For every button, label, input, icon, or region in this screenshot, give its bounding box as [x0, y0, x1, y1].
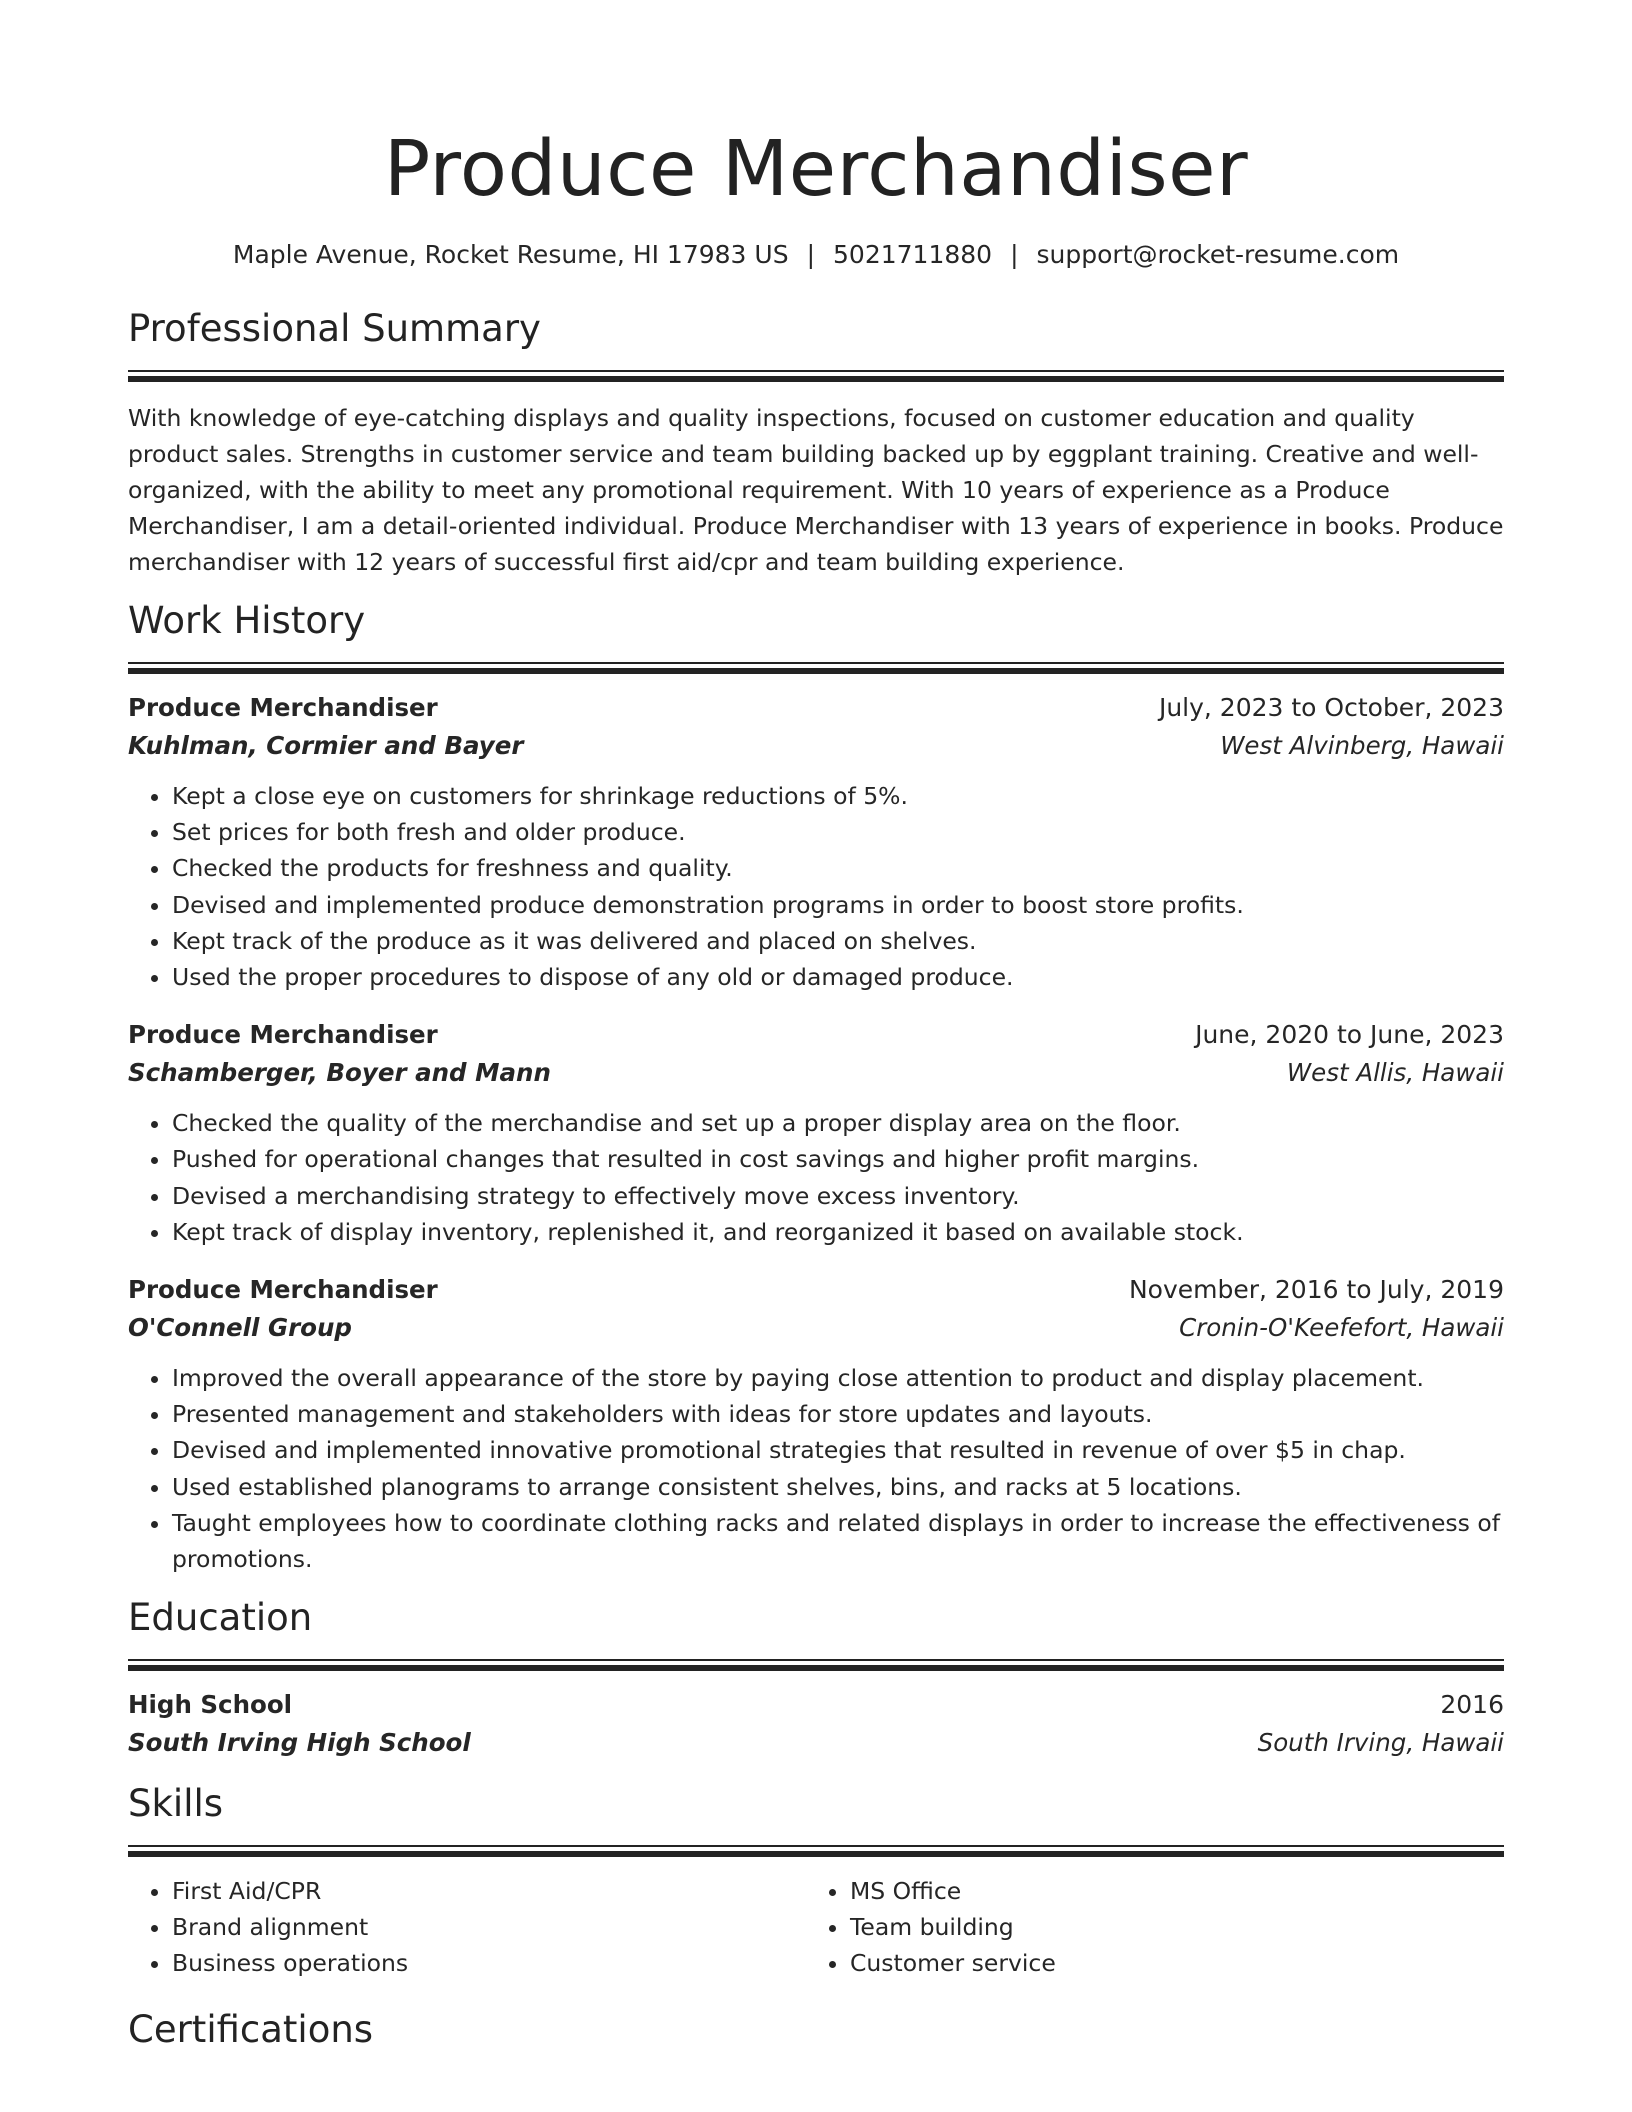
contact-phone: 5021711880: [833, 240, 993, 269]
list-item: • MS Office: [850, 1873, 1484, 1909]
list-item: • Set prices for both fresh and older produce.: [172, 814, 1504, 850]
list-item: • Pushed for operational changes that resulted in cost savings and higher profit margins.: [172, 1141, 1504, 1177]
job-entry: [128, 690, 1504, 995]
contact-line: [128, 238, 1504, 272]
certifications-section: [128, 2005, 1504, 2055]
education-entry: [128, 1687, 1504, 1763]
section-title-skills: Skills: [128, 1782, 224, 1826]
job-title: Produce Merchandiser: [128, 1020, 438, 1050]
education-location: South Irving, Hawaii: [1257, 1728, 1504, 1758]
education-school: South Irving High School: [128, 1728, 471, 1758]
skills-list-right: [806, 1873, 1484, 1981]
job-entry: [128, 1272, 1504, 1577]
list-item: • Kept track of the produce as it was delivered and placed on shelves.: [172, 923, 1504, 959]
section-title-education: Education: [128, 1596, 313, 1640]
contact-email: support@rocket-resume.com: [1036, 240, 1400, 269]
job-dates: July, 2023 to October, 2023: [1158, 693, 1504, 722]
job-dates: June, 2020 to June, 2023: [1195, 1020, 1504, 1050]
list-item: • Checked the products for freshness and quality.: [172, 850, 1504, 886]
list-item: • Kept track of display inventory, replenished it, and reorganized it based on available stock.: [172, 1214, 1504, 1250]
job-bullets: [128, 778, 1504, 995]
contact-separator: |: [806, 240, 816, 269]
job-location: West Alvinberg, Hawaii: [1220, 731, 1504, 760]
job-company: O'Connell Group: [128, 1313, 352, 1343]
section-rule: [128, 662, 1504, 674]
list-item: • First Aid/CPR: [172, 1873, 806, 1909]
job-location: Cronin-O'Keefefort, Hawaii: [1179, 1313, 1504, 1343]
education-degree: High School: [128, 1690, 293, 1720]
summary-text: With knowledge of eye-catching displays and quality inspections, focused on customer education and quality product sales. Strengths in customer service and team building backed up by eggplant training. Creative and well-organized, with the ability to meet any promotional requirement. With 10 years of experience as a Produce Merchandiser, I am a detail-oriented individual. Produce Merchandiser with 13 years of experience in books. Produce merchandiser with 12 years of successful first aid/cpr and team building experience.: [128, 404, 1504, 576]
section-rule: [128, 1845, 1504, 1857]
job-company: Kuhlman, Cormier and Bayer: [128, 731, 524, 760]
contact-address: Maple Avenue, Rocket Resume, HI 17983 US: [232, 240, 789, 269]
job-location: West Allis, Hawaii: [1286, 1058, 1504, 1088]
section-title-certifications: Certifications: [128, 2008, 374, 2052]
list-item: • Improved the overall appearance of the store by paying close attention to product and display placement.: [172, 1360, 1504, 1396]
list-item: • Used established planograms to arrange consistent shelves, bins, and racks at 5 locations.: [172, 1469, 1504, 1505]
job-bullets: [128, 1360, 1504, 1577]
summary-section: [128, 304, 1504, 580]
list-item: • Devised a merchandising strategy to effectively move excess inventory.: [172, 1178, 1504, 1214]
education-year: 2016: [1440, 1690, 1504, 1720]
candidate-name: Produce Merchandiser: [383, 125, 1249, 214]
section-title-work-history: Work History: [128, 599, 366, 642]
job-title: Produce Merchandiser: [128, 1275, 438, 1305]
list-item: • Checked the quality of the merchandise and set up a proper display area on the floor.: [172, 1105, 1504, 1141]
job-entry: [128, 1017, 1504, 1250]
list-item: • Devised and implemented innovative promotional strategies that resulted in revenue of over $5 in chap.: [172, 1432, 1504, 1468]
list-item: • Taught employees how to coordinate clothing racks and related displays in order to increase the effectiveness of promotions.: [172, 1505, 1504, 1577]
skills-columns: [128, 1873, 1504, 1981]
list-item: • Brand alignment: [172, 1909, 806, 1945]
contact-separator: |: [1010, 240, 1019, 269]
work-history-section: [128, 596, 1504, 1577]
section-rule: [128, 370, 1504, 382]
list-item: • Devised and implemented produce demonstration programs in order to boost store profits.: [172, 887, 1504, 923]
list-item: • Presented management and stakeholders with ideas for store updates and layouts.: [172, 1396, 1504, 1432]
job-dates: November, 2016 to July, 2019: [1128, 1275, 1504, 1305]
skills-list-left: [128, 1873, 806, 1981]
job-company: Schamberger, Boyer and Mann: [128, 1058, 551, 1088]
resume-page: [128, 0, 1504, 2055]
skills-section: [128, 1779, 1504, 1981]
job-title: Produce Merchandiser: [128, 693, 438, 722]
education-section: [128, 1593, 1504, 1763]
list-item: • Customer service: [850, 1945, 1484, 1981]
job-bullets: [128, 1105, 1504, 1250]
list-item: • Business operations: [172, 1945, 806, 1981]
section-rule: [128, 1659, 1504, 1671]
list-item: • Team building: [850, 1909, 1484, 1945]
section-title-summary: Professional Summary: [128, 307, 541, 350]
list-item: • Kept a close eye on customers for shrinkage reductions of 5%.: [172, 778, 1504, 814]
list-item: • Used the proper procedures to dispose of any old or damaged produce.: [172, 959, 1504, 995]
